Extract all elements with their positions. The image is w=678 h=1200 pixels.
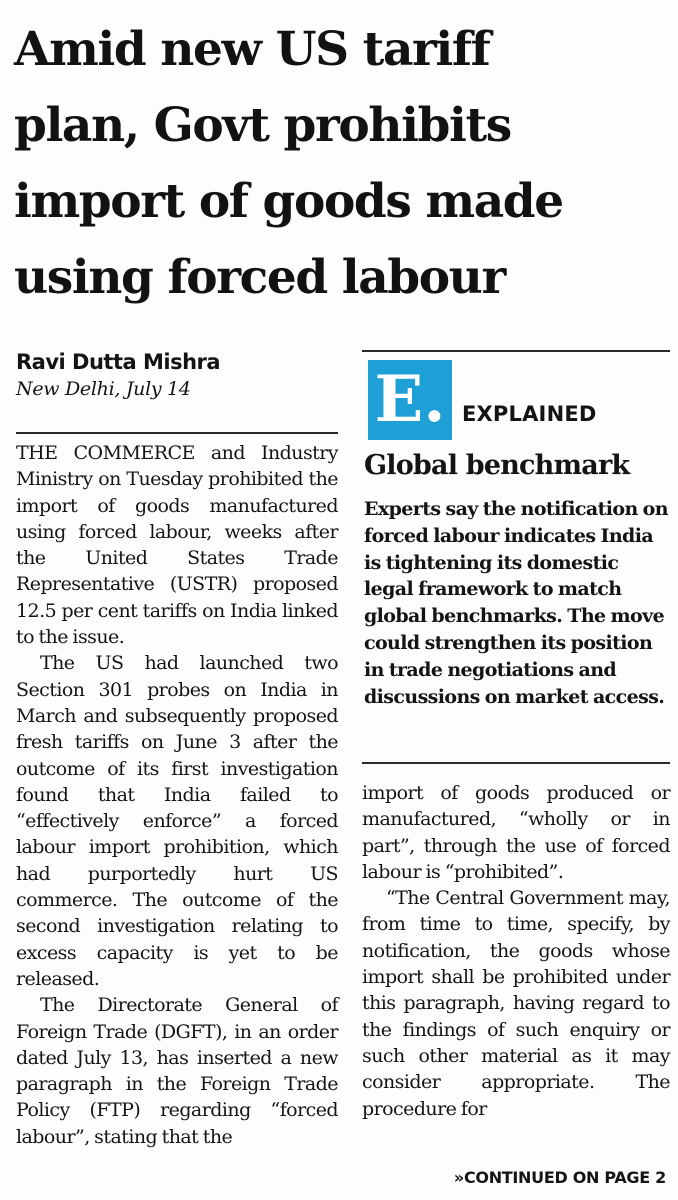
article-column-left — [16, 440, 338, 1150]
continued-on-page-link[interactable]: »CONTINUED ON PAGE 2 — [453, 1168, 666, 1187]
headline-line-3: import of goods made — [14, 174, 563, 229]
headline-line-2: plan, Govt prohibits — [14, 98, 511, 153]
explained-box — [362, 350, 670, 708]
explained-label: EXPLAINED — [462, 402, 597, 426]
author-name: Ravi Dutta Mishra — [16, 350, 221, 374]
explained-text: Experts say the notification on forced labour indicates India is tightening its domestic legal framework to match global benchmarks. The move could strengthen its position in trade negotiations and discussions on market access. — [364, 498, 668, 708]
article-paragraph: “The Central Government may, from time to time, specify, by notification, the goods whose import shall be prohibited under this paragraph, having regard to the findings of such enquiry or such other material as it may consider appropriate. The procedure for — [362, 887, 670, 1120]
headline-line-4: using forced labour — [14, 250, 505, 305]
explained-logo: E. — [368, 360, 452, 440]
article-paragraph: THE COMMERCE and Industry Ministry on Tuesday prohibited the import of goods manufactured using forced labour, weeks after the United States Trade Representative (USTR) proposed 12.5 per cent tariffs on India linked to the issue. — [16, 442, 338, 649]
headline — [14, 12, 666, 316]
explained-top-rule — [362, 350, 670, 352]
headline-line-1: Amid new US tariff — [14, 22, 490, 77]
article-paragraph: import of goods produced or manufactured, “wholly or in part”, through the use of forced labour is “prohibited”. — [362, 782, 670, 883]
explained-heading: Global benchmark — [364, 450, 630, 481]
article-column-right — [362, 780, 670, 1122]
column-divider — [16, 432, 338, 434]
explained-bottom-rule — [362, 762, 670, 764]
byline — [16, 348, 336, 402]
article-paragraph: The Directorate General of Foreign Trade (DGFT), in an order dated July 13, has inserted a new paragraph in the Foreign Trade Policy (FTP) regarding “forced labour”, stating that the — [16, 994, 338, 1148]
dateline: New Delhi, July 14 — [16, 378, 191, 400]
article-paragraph: The US had launched two Section 301 probes on India in March and subsequently proposed fresh tariffs on June 3 after the outcome of its first investigation found that India failed to “effectively enforce” a forced labour import prohibition, which had purportedly hurt US commerce. The outcome of the second investigation relating to excess capacity is yet to be released. — [16, 652, 338, 990]
